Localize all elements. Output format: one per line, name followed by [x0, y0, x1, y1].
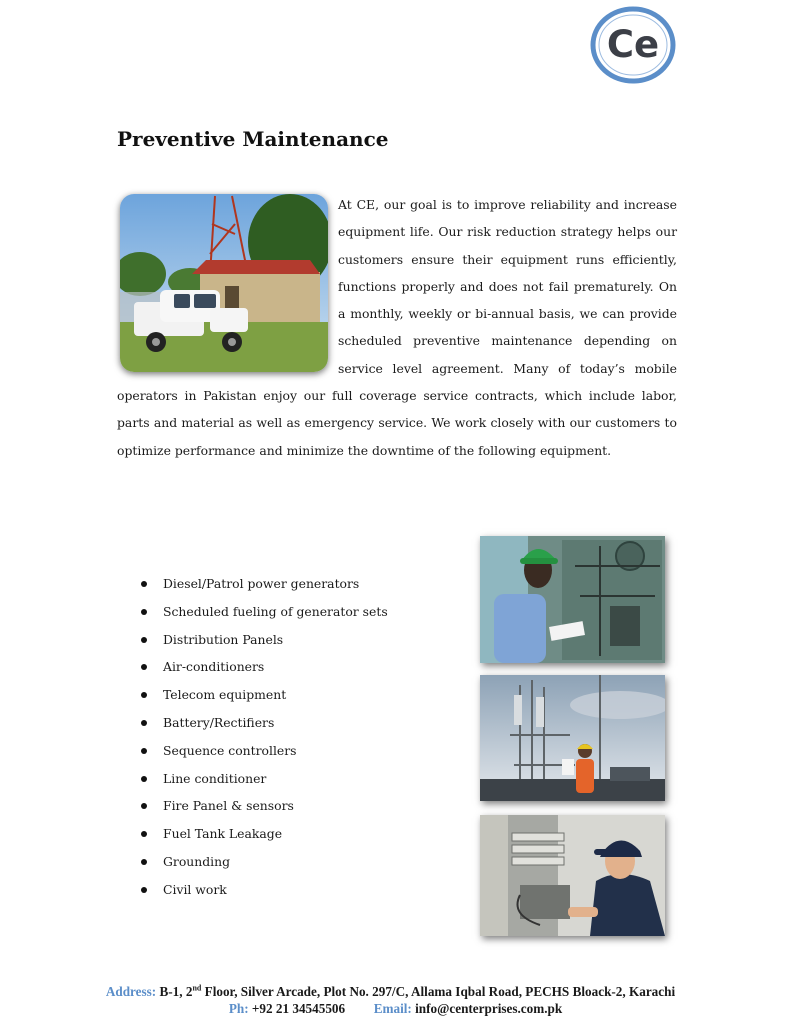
page-title: Preventive Maintenance	[117, 127, 389, 151]
intro-paragraph	[117, 191, 677, 464]
address-part-1: B-1, 2	[159, 984, 193, 999]
logo-text: Ce	[606, 23, 660, 66]
list-item: Fire Panel & sensors	[140, 792, 388, 820]
email-label: Email:	[373, 1001, 412, 1016]
list-item: Scheduled fueling of generator sets	[140, 598, 388, 626]
list-item: Line conditioner	[140, 765, 388, 793]
service-vehicle-photo	[120, 194, 328, 372]
list-item: Battery/Rectifiers	[140, 709, 388, 737]
technician-rectifier-photo	[480, 815, 665, 936]
list-item: Fuel Tank Leakage	[140, 820, 388, 848]
telecom-tower-photo	[480, 675, 665, 801]
equipment-list	[140, 570, 388, 904]
list-item: Sequence controllers	[140, 737, 388, 765]
list-item: Telecom equipment	[140, 681, 388, 709]
list-item: Civil work	[140, 876, 388, 904]
technician-generator-photo	[480, 536, 665, 663]
address-superscript: nd	[192, 983, 202, 993]
company-logo	[590, 6, 676, 84]
footer	[0, 984, 791, 1017]
intro-text: At CE, our goal is to improve reliability and increase equipment life. Our risk reduction strategy helps our customers ensure their equipment runs efficiently, functions properly and does not fail prematurely. On a monthly, weekly or bi-annual basis, we can provide scheduled preventive maintenance depending on service level agreement. Many of today’s mobile operators in Pakistan enjoy our full coverage service contracts, which include labor, parts and material as well as emergency service. We work closely with our customers to optimize performance and minimize the downtime of the following equipment.	[117, 197, 677, 458]
address-label: Address:	[105, 984, 157, 999]
list-item: Air-conditioners	[140, 653, 388, 681]
list-item: Grounding	[140, 848, 388, 876]
phone-label: Ph:	[228, 1001, 249, 1016]
footer-address-line	[0, 984, 791, 1000]
email-value: info@centerprises.com.pk	[415, 1001, 563, 1016]
footer-contact-line	[0, 1001, 791, 1017]
list-item: Diesel/Patrol power generators	[140, 570, 388, 598]
phone-value: +92 21 34545506	[251, 1001, 346, 1016]
address-value	[159, 984, 675, 999]
address-part-2: Floor, Silver Arcade, Plot No. 297/C, Allama Iqbal Road, PECHS Bloack-2, Karachi	[201, 984, 676, 999]
list-item: Distribution Panels	[140, 626, 388, 654]
